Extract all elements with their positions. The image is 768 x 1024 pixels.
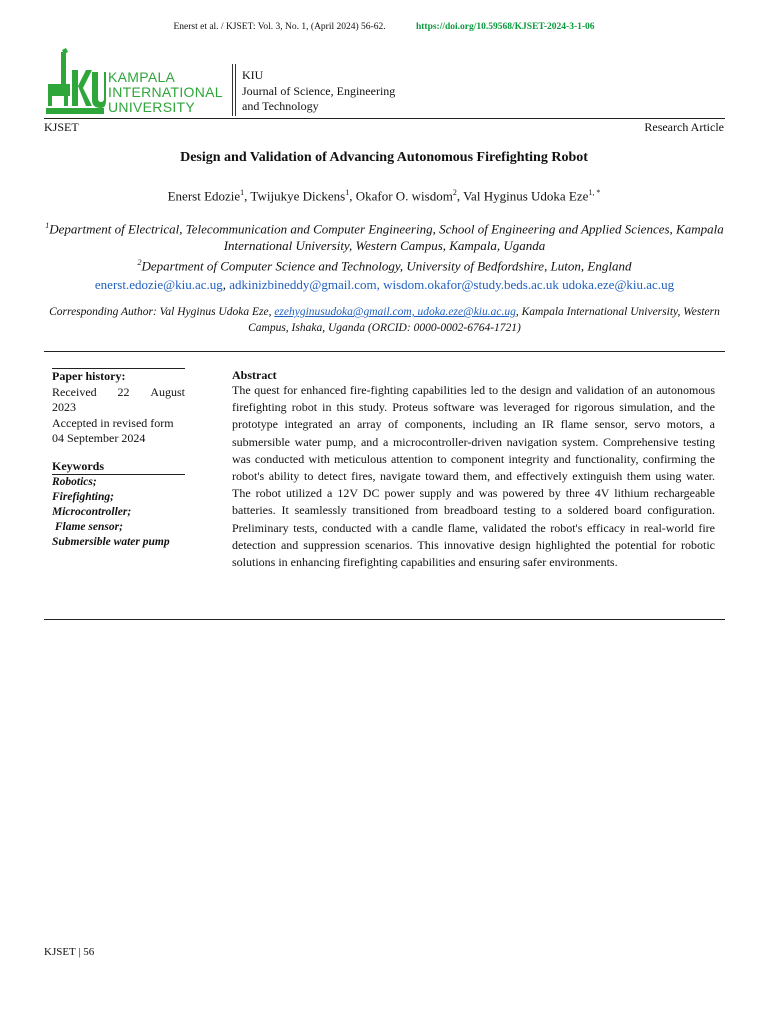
email-link[interactable]: adkinizbineddy@gmail.com, wisdom.okafor@study.beds.ac.uk udoka.eze@kiu.ac.ug — [229, 277, 675, 292]
corresponding-author — [44, 305, 725, 336]
author-name: Enerst Edozie — [167, 188, 241, 204]
giraffe-logo-icon — [44, 46, 106, 118]
running-header — [0, 22, 768, 32]
doi-link[interactable]: https://doi.org/10.59568/KJSET-2024-3-1-06 — [415, 22, 595, 32]
logo-line-2: INTERNATIONAL — [108, 84, 223, 100]
logo-line-3: UNIVERSITY — [108, 99, 196, 115]
paper-history-heading: Paper history: — [52, 369, 126, 383]
affiliations — [44, 217, 725, 275]
university-logo — [44, 46, 229, 118]
email-separator: , — [222, 277, 230, 292]
paper-title: Design and Validation of Advancing Autonomous Firefighting Robot — [180, 150, 588, 165]
abstract-heading: Abstract — [232, 368, 277, 382]
affiliation-2 — [44, 254, 725, 274]
affiliation-mark: 2 — [137, 258, 142, 268]
logo-line-1: KAMPALA — [108, 69, 176, 85]
accepted-date: 04 September 2024 — [52, 431, 146, 445]
author-name: , Okafor O. wisdom — [349, 188, 453, 204]
affiliation-text: Department of Computer Science and Technology, University of Bedfordshire, Luton, England — [141, 258, 632, 274]
abstract-text: The quest for enhanced fire-fighting capabilities led to the design and validation of an autonomous firefighting robot in this study. Proteus software was leveraged for rigorous simulation, and the prototype integrated an array of components, including an IR flame sensor, servo motors, a submersible water pump, and a microcontroller-driven navigation system. Comprehensive testing was conducted with meticulous attention to component integrity and functionality, confirming the robot's ability to detect fires, navigate toward them, and effectively extinguish them using water. The robot utilized a 12V DC power supply and was powered by three 4V lithium rechargeable batteries. It seamlessly transitioned from breadboard testing to a soldered board configuration. Preliminary tests, conducted with a candle flame, validated the robot's efficacy in real-world fire detection and suppression scenarios. This innovative design highlighted the potential for robotic solutions in enhancing firefighting capabilities and ensuring safer environments. — [232, 383, 715, 570]
author-name: , Val Hyginus Udoka Eze — [456, 188, 589, 204]
received-month: August — [150, 384, 185, 399]
journal-line-2: Journal of Science, Engineering — [242, 83, 396, 98]
abstract — [232, 368, 715, 571]
divider-vertical — [232, 64, 233, 116]
corresponding-label: Corresponding Author: Val Hyginus Udoka Eze, — [49, 306, 275, 318]
email-link[interactable]: enerst.edozie@kiu.ac.ug — [94, 277, 223, 292]
author-list — [0, 188, 768, 204]
author-affiliation-mark: 1 — [345, 188, 350, 197]
received-day: 22 — [117, 384, 130, 399]
section-rule — [44, 619, 725, 620]
keywords-heading: Keywords — [52, 459, 185, 476]
article-type: Research Article — [644, 120, 724, 134]
journal-name — [242, 68, 422, 115]
accepted-label: Accepted in revised form — [52, 415, 174, 430]
author-affiliation-mark: 1 — [240, 188, 245, 197]
divider-vertical — [235, 64, 236, 116]
author-affiliation-mark: 1, * — [588, 188, 601, 197]
author-emails — [44, 277, 725, 293]
journal-abbrev: KJSET — [44, 120, 79, 134]
header-rule — [44, 118, 725, 119]
received-line — [52, 385, 185, 401]
keyword: Microcontroller; — [52, 506, 132, 518]
corresponding-affiliation: , Kampala International University, Western Campus, Ishaka, Uganda (ORCID: 0000-0002-6764-1721) — [248, 306, 720, 334]
author-affiliation-mark: 2 — [452, 188, 457, 197]
keyword: Flame sensor; — [52, 521, 123, 533]
journal-line-3: and Technology — [242, 99, 319, 113]
corresponding-email-link[interactable]: ezehyginusudoka@gmail.com, udoka.eze@kiu.ac.ug — [274, 306, 516, 318]
affiliation-mark: 1 — [45, 221, 50, 230]
keyword: Firefighting; — [52, 491, 114, 503]
received-label: Received — [52, 384, 97, 399]
article-info-sidebar — [52, 368, 185, 550]
page-footer: KJSET | 56 — [44, 946, 95, 958]
citation: Enerst et al. / KJSET: Vol. 3, No. 1, (April 2024) 56-62. — [173, 22, 386, 32]
keyword: Submersible water pump — [52, 536, 170, 548]
section-rule — [44, 351, 725, 352]
journal-line-1: KIU — [242, 68, 264, 82]
keyword: Robotics; — [52, 476, 97, 488]
affiliation-text: Department of Electrical, Telecommunication and Computer Engineering, School of Engineering and Applied Sciences, Kampala International University, Western Campus, Kampala, Uganda — [49, 221, 724, 254]
university-name — [108, 70, 223, 115]
received-year: 2023 — [52, 400, 76, 414]
author-name: , Twijukye Dickens — [244, 188, 346, 204]
affiliation-1 — [44, 217, 725, 254]
